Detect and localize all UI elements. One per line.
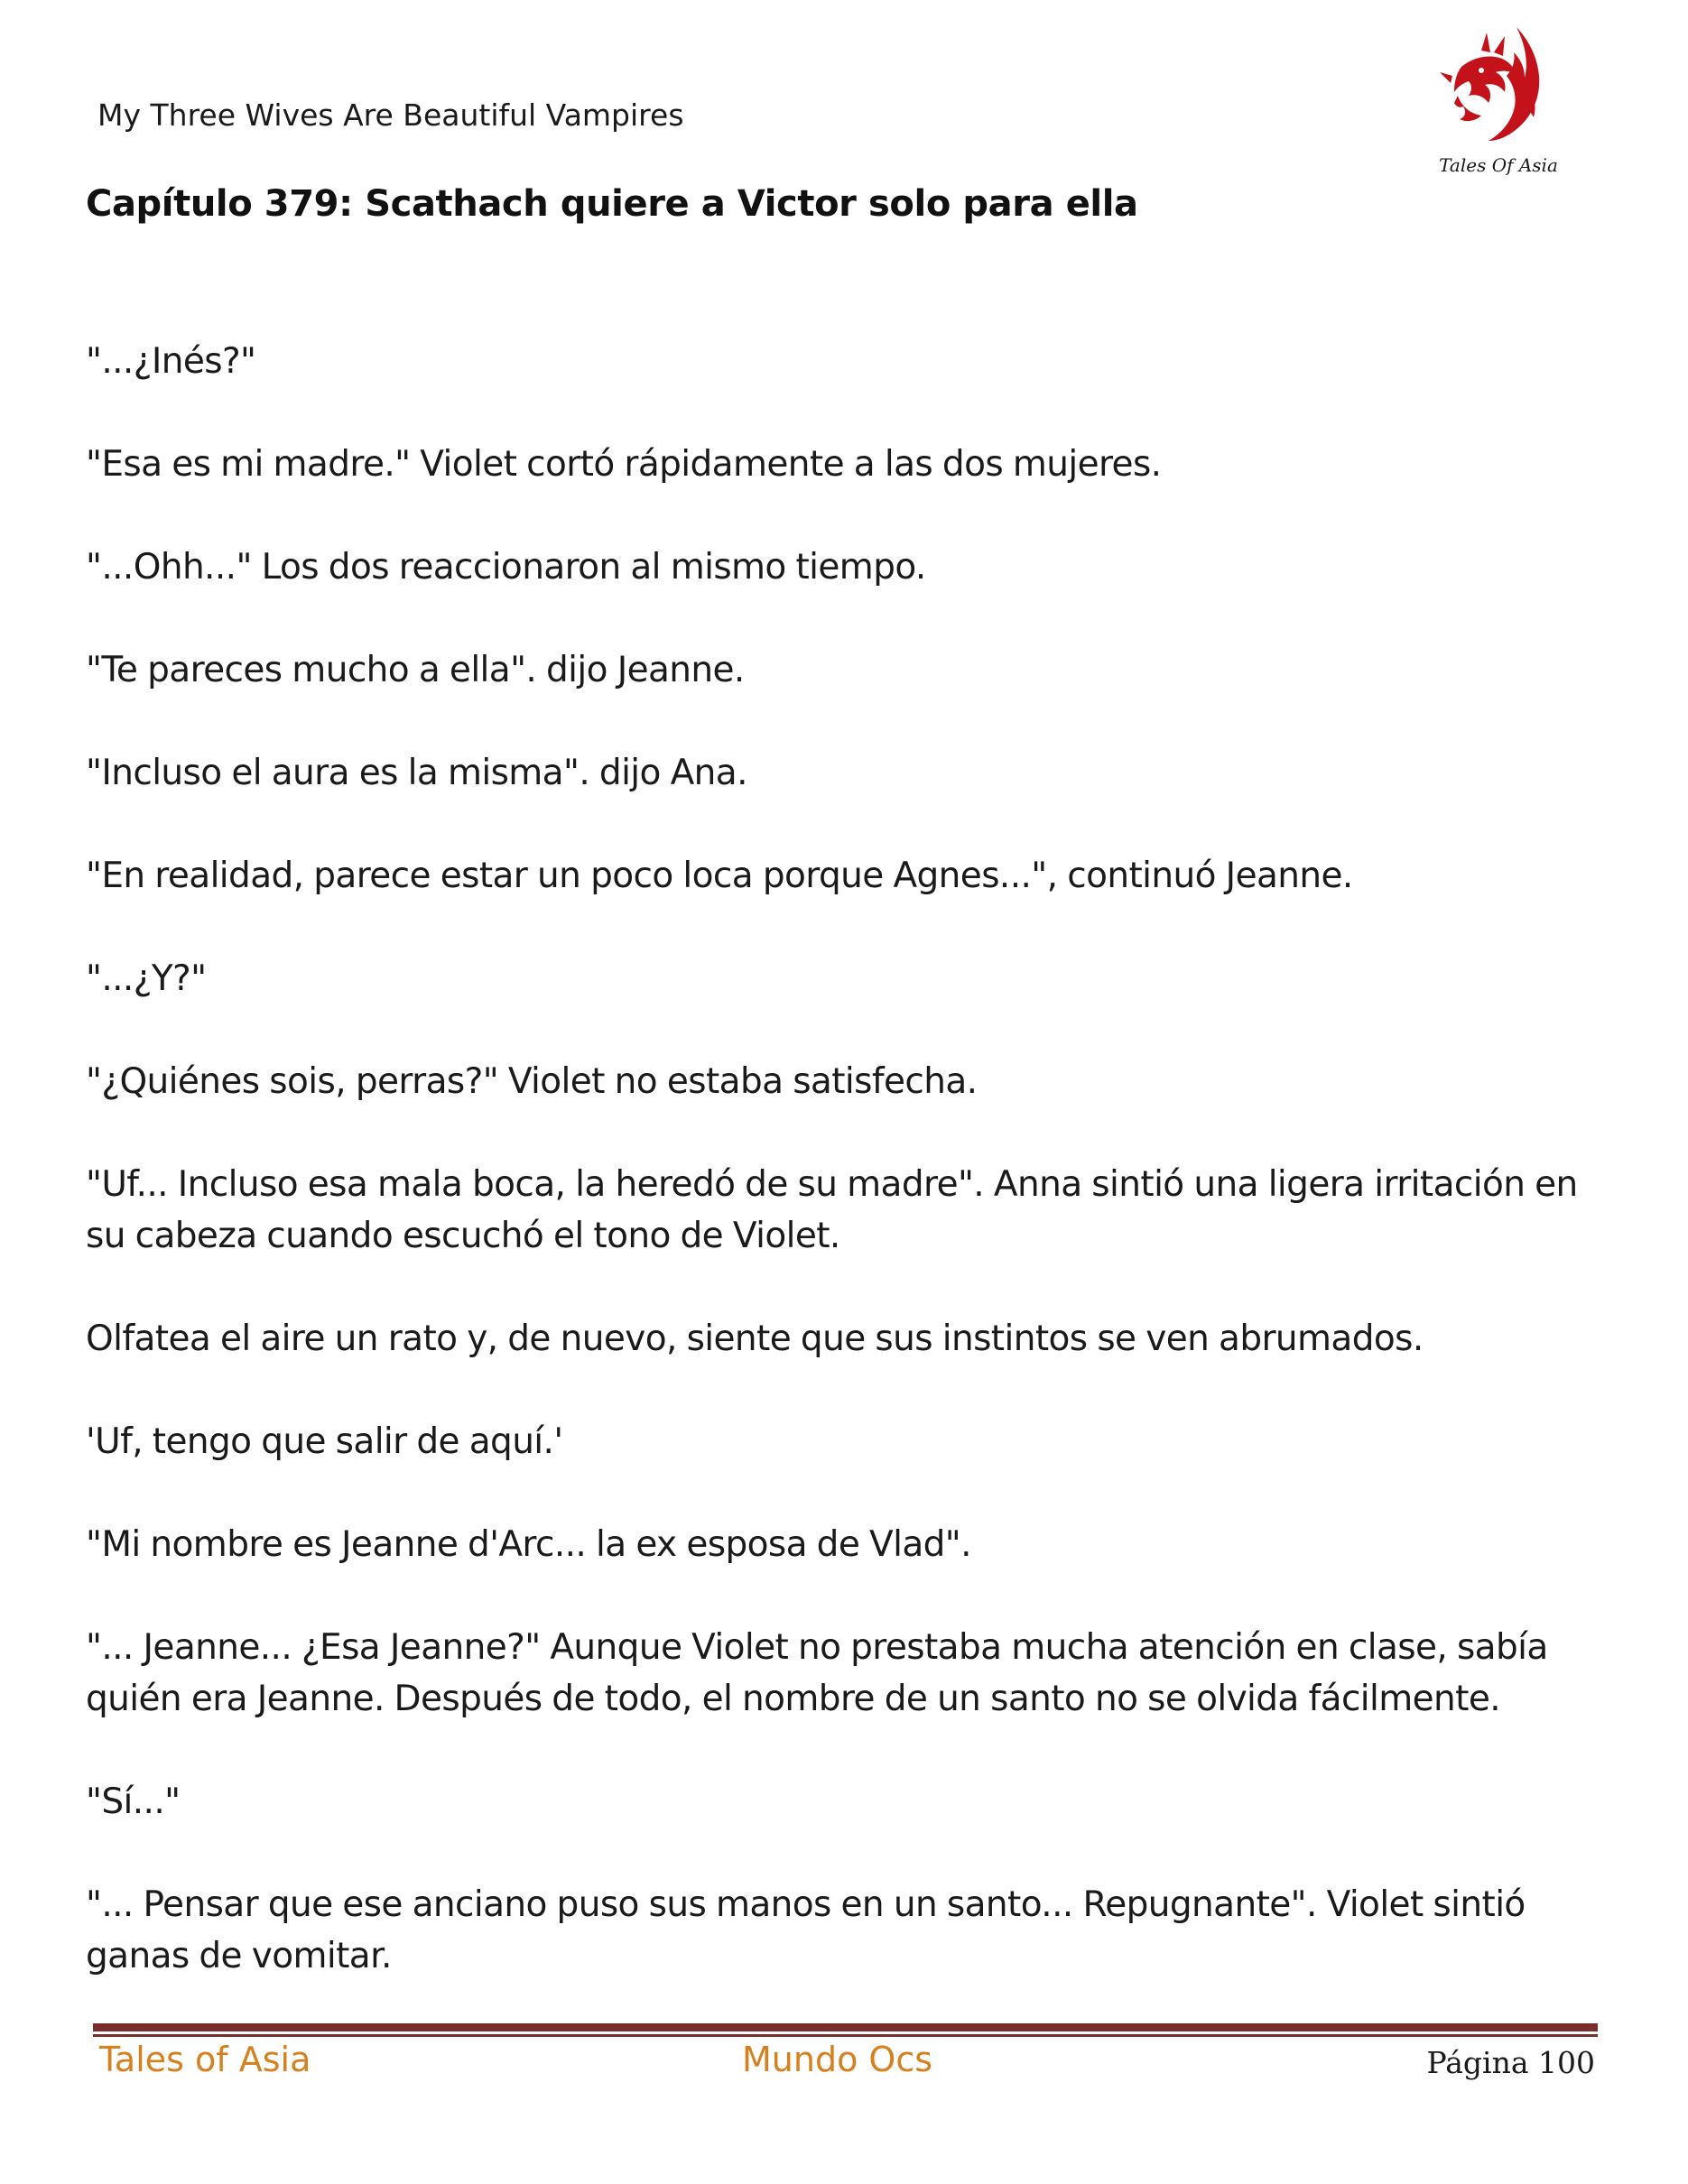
- footer-rule-thick: [93, 2023, 1598, 2031]
- footer-translator-name: Mundo Ocs: [742, 2040, 933, 2079]
- paragraph: "¿Quiénes sois, perras?" Violet no estaba satisfecha.: [86, 1061, 978, 1102]
- paragraph: "Uf... Incluso esa mala boca, la heredó de su madre". Anna sintió una ligera irritación en su cabeza cuando escuchó el tono de Violet.: [86, 1164, 1578, 1256]
- paragraph: "... Pensar que ese anciano puso sus manos en un santo... Repugnante". Violet sintió ganas de vomitar.: [86, 1884, 1526, 1976]
- chapter-body: [86, 336, 1602, 2033]
- paragraph: "Mi nombre es Jeanne d'Arc... la ex esposa de Vlad".: [86, 1524, 971, 1565]
- footer-site-name: Tales of Asia: [99, 2040, 311, 2079]
- logo-text: Tales Of Asia: [1439, 154, 1558, 176]
- paragraph: Olfatea el aire un rato y, de nuevo, siente que sus instintos se ven abrumados.: [86, 1319, 1424, 1359]
- paragraph: "... Jeanne... ¿Esa Jeanne?" Aunque Violet no prestaba mucha atención en clase, sabía quién era Jeanne. Después de todo, el nombre de un santo no se olvida fácilmente.: [86, 1627, 1548, 1719]
- page-number: Página 100: [1426, 2045, 1595, 2080]
- paragraph: "En realidad, parece estar un poco loca porque Agnes...", continuó Jeanne.: [86, 856, 1353, 896]
- paragraph: "Sí...": [86, 1781, 181, 1822]
- paragraph: "...¿Y?": [86, 958, 207, 999]
- chapter-title: Capítulo 379: Scathach quiere a Victor solo para ella: [86, 183, 1138, 225]
- paragraph: "...¿Inés?": [86, 341, 256, 382]
- footer-rule-thin: [93, 2034, 1598, 2037]
- tales-of-asia-dragon-logo: [1431, 20, 1566, 182]
- paragraph: "Te pareces mucho a ella". dijo Jeanne.: [86, 650, 745, 690]
- paragraph: "Esa es mi madre." Violet cortó rápidamente a las dos mujeres.: [86, 444, 1162, 485]
- paragraph: "...Ohh..." Los dos reaccionaron al mismo tiempo.: [86, 547, 926, 588]
- paragraph: "Incluso el aura es la misma". dijo Ana.: [86, 753, 747, 793]
- book-title: My Three Wives Are Beautiful Vampires: [97, 97, 684, 133]
- paragraph: 'Uf, tengo que salir de aquí.': [86, 1421, 563, 1462]
